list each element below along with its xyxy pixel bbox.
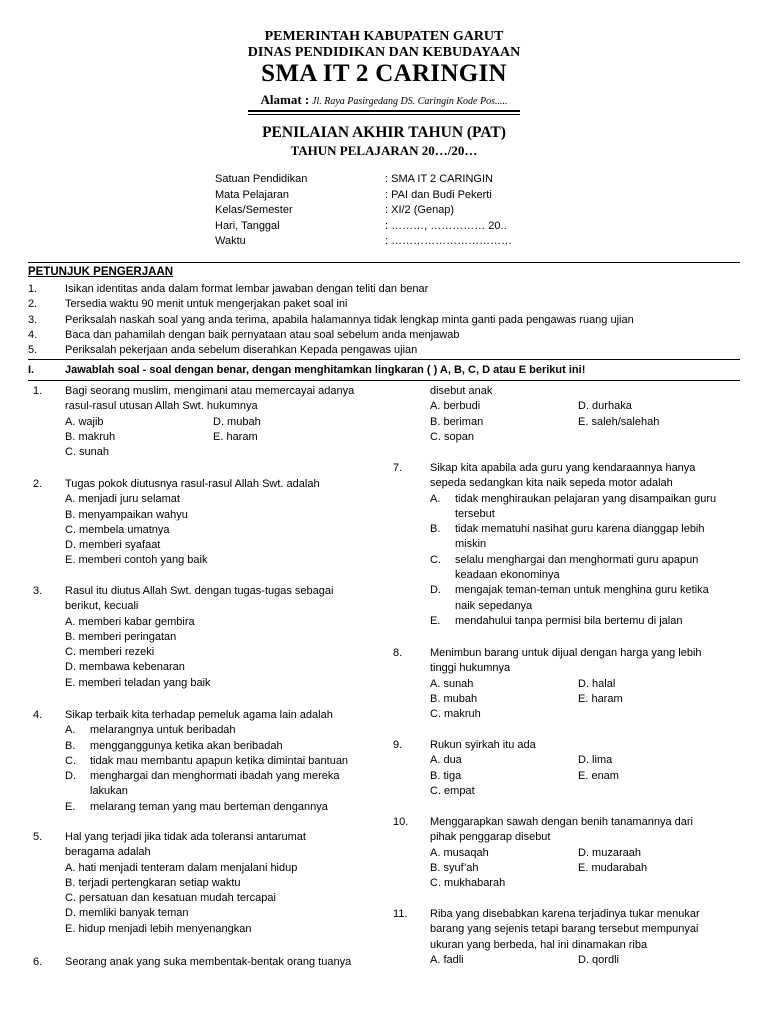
list-item: 4. Baca dan pahamilah dengan baik pernyataan atau soal sebelum anda menjawab [28, 328, 460, 341]
instructions-title: PETUNJUK PENGERJAAN [28, 266, 174, 278]
option[interactable]: A. sunah [430, 677, 474, 690]
option[interactable]: C. mukhabarah [430, 877, 506, 890]
option[interactable]: A. fadli [430, 953, 464, 966]
info-row: Kelas/Semester : XI/2 (Genap) [215, 204, 455, 216]
question-6: 6. Seorang anak yang suka membentak-bentak orang tuanya [33, 956, 352, 968]
school-name: SMA IT 2 CARINGIN [261, 60, 507, 87]
list-item: 3. Periksalah naskah soal yang anda terima, apabila halamannya tidak lengkap minta ganti pada pengawas ruang ujian [28, 313, 634, 326]
option[interactable]: A. dua [430, 754, 462, 767]
instructions-list [28, 282, 634, 358]
option[interactable]: B. memberi peringatan [65, 630, 177, 643]
question-3: 3. Rasul itu diutus Allah Swt. dengan tugas-tugas sebagai berikut, kecuali A. memberi kabar gembira B. memberi peringatan C. memberi rezeki D. membawa kebenaran E. memberi teladan yang baik [33, 584, 333, 691]
option[interactable]: E. haram [213, 430, 258, 443]
divider [28, 359, 740, 360]
option[interactable]: E. hidup menjadi lebih menyenangkan [65, 922, 252, 935]
option[interactable]: D. muzaraah [578, 846, 641, 859]
option[interactable]: A. memberi kabar gembira [65, 615, 195, 628]
address-line [0, 92, 768, 108]
question-4: 4. Sikap terbaik kita terhadap pemeluk agama lain adalah A. melarangnya untuk beribadah B. mengganggunya ketika akan beribadah C. tidak mau membantu apapun ketika dimintai bantuan D. menghargai dan menghormati ibadah yang mereka lakukan E. melarang teman yang mau berteman dengannya [33, 708, 348, 815]
question-5: 5. Hal yang terjadi jika tidak ada toleransi antarumat beragama adalah A. hati menjadi tenteram dalam menjalani hidup B. terjadi pertengkaran setiap waktu C. persatuan dan kesatuan mudah tercapai D. memliki banyak teman E. hidup menjadi lebih menyenangkan [33, 830, 306, 937]
divider [28, 262, 740, 263]
option[interactable]: D. membawa kebenaran [65, 661, 185, 674]
question-11: 11. Riba yang disebabkan karena terjadinya tukar menukar barang yang sejenis tetapi barang tersebut mempunyai ukuran yang berbeda, hal ini dinamakan riba A. fadli D. qordli [393, 907, 700, 968]
question-9: 9. Rukun syirkah itu ada A. dua D. lima B. tiga E. enam C. empat [393, 738, 619, 799]
question-10: 10. Menggarapkan sawah dengan benih tanamannya dari pihak penggarap disebut A. musaqah D. muzaraah B. syuf’ah E. mudarabah C. mukhabarah [393, 815, 693, 891]
gov-title: PEMERINTAH KABUPATEN GARUT [264, 29, 504, 44]
option[interactable]: E. mudarabah [578, 861, 648, 874]
option[interactable]: D. mubah [213, 415, 261, 428]
option[interactable]: C. tidak mau membantu apapun ketika dimintai bantuan [65, 754, 349, 767]
option[interactable]: B. syuf’ah [430, 861, 479, 874]
option[interactable]: E. saleh/salehah [578, 415, 660, 428]
option[interactable]: A. hati menjadi tenteram dalam menjalani hidup [65, 861, 298, 874]
info-row: Mata Pelajaran : PAI dan Budi Pekerti [215, 188, 492, 201]
option[interactable]: B. mubah [430, 692, 478, 705]
option[interactable]: E. memberi contoh yang baik [65, 554, 208, 567]
option[interactable]: E. enam [578, 769, 619, 782]
option[interactable]: B. tiga [430, 769, 462, 782]
option[interactable]: C. makruh [430, 708, 481, 721]
option[interactable]: B. mengganggunya ketika akan beribadah [65, 739, 283, 752]
option[interactable]: A. menjadi juru selamat [65, 493, 180, 506]
question-6-continued: disebut anak A. berbudi D. durhaka B. beriman E. saleh/salehah C. sopan [430, 384, 659, 445]
address-text: Jl. Raya Pasirgedang DS. Caringin Kode Pos..... [312, 96, 508, 107]
option[interactable]: E. memberi teladan yang baik [65, 676, 211, 689]
dept-title: DINAS PENDIDIKAN DAN KEBUDAYAAN [247, 45, 521, 60]
option[interactable]: E. melarang teman yang mau berteman dengannya [65, 800, 328, 813]
option[interactable]: A. wajib [65, 415, 104, 428]
list-item: 5. Periksalah pekerjaan anda sebelum diserahkan Kepada pengawas ujian [28, 344, 418, 357]
option[interactable]: C. sunah [65, 446, 110, 459]
option[interactable]: D. qordli [578, 953, 619, 966]
option[interactable]: C. sopan [430, 430, 475, 443]
info-row: Waktu : …………………………… [215, 235, 513, 247]
option[interactable]: D. mengajak teman-teman untuk menghina guru ketika [430, 584, 709, 597]
option[interactable]: C. membela umatnya [65, 523, 170, 536]
list-item: 2. Tersedia waktu 90 menit untuk mengerjakan paket soal ini [28, 298, 348, 311]
header-rule-thin [248, 114, 520, 115]
option[interactable]: B. menyampaikan wahyu [65, 508, 188, 521]
header-rule [248, 110, 520, 112]
question-7: 7. Sikap kita apabila ada guru yang kendaraannya hanya sepeda sedangkan kita naik sepeda motor adalah A. tidak menghiraukan pelajaran yang disampaikan guru tersebut B. tidak mematuhi nasihat guru karena dianggap lebih miskin C. selalu menghargai dan menghormati guru apapun keadaan ekonominya D. mengajak teman-teman untuk menghina guru ketika naik sepedanya E. mendahului tanpa permisi bila bertemu di jalan [393, 461, 716, 629]
option[interactable]: B. beriman [430, 415, 484, 428]
section-instruction: I. Jawablah soal - soal dengan benar, dengan menghitamkan lingkaran ( ) A, B, C, D atau E berikut ini! [28, 364, 586, 376]
exam-title: PENILAIAN AKHIR TAHUN (PAT) [262, 124, 506, 141]
option[interactable]: D. menghargai dan menghormati ibadah yang mereka [65, 770, 340, 783]
option[interactable]: E. haram [578, 692, 623, 705]
question-2: 2. Tugas pokok diutusnya rasul-rasul Allah Swt. adalah A. menjadi juru selamat B. menyampaikan wahyu C. membela umatnya D. memberi syafaat E. memberi contoh yang baik [33, 477, 320, 569]
exam-year: TAHUN PELAJARAN 20…/20… [290, 143, 478, 158]
option[interactable]: A. melarangnya untuk beribadah [65, 724, 236, 737]
info-row: Satuan Pendidikan : SMA IT 2 CARINGIN [215, 173, 493, 185]
option[interactable]: A. tidak menghiraukan pelajaran yang disampaikan guru [430, 492, 717, 505]
address-label: Alamat : [260, 92, 310, 107]
info-row: Hari, Tanggal : ………, …………… 20.. [215, 219, 507, 232]
option[interactable]: D. halal [578, 677, 616, 690]
option[interactable]: D. durhaka [578, 400, 632, 413]
option[interactable]: C. selalu menghargai dan menghormati guru apapun [430, 553, 699, 566]
list-item: 1. Isikan identitas anda dalam format lembar jawaban dengan teliti dan benar [28, 283, 429, 295]
option[interactable]: E. mendahului tanpa permisi bila bertemu di jalan [430, 614, 683, 627]
divider [28, 380, 740, 381]
option[interactable]: C. persatuan dan kesatuan mudah tercapai [65, 892, 276, 905]
option[interactable]: C. empat [430, 784, 475, 797]
option[interactable]: C. memberi rezeki [65, 646, 155, 659]
option[interactable]: D. memliki banyak teman [65, 907, 189, 920]
info-table [215, 172, 512, 250]
option[interactable]: A. musaqah [430, 846, 489, 859]
question-8: 8. Menimbun barang untuk dijual dengan harga yang lebih tinggi hukumnya A. sunah D. halal B. mubah E. haram C. makruh [393, 646, 702, 722]
option[interactable]: D. memberi syafaat [65, 539, 161, 552]
option[interactable]: A. berbudi [430, 400, 481, 413]
option[interactable]: B. terjadi pertengkaran setiap waktu [65, 876, 241, 889]
option[interactable]: B. makruh [65, 430, 116, 443]
option[interactable]: D. lima [578, 754, 613, 767]
question-1: 1. Bagi seorang muslim, mengimani atau memercayai adanya rasul-rasul utusan Allah Swt. hukumnya A. wajib D. mubah B. makruh E. haram C. sunah [33, 384, 354, 460]
option[interactable]: B. tidak mematuhi nasihat guru karena dianggap lebih [430, 523, 705, 536]
